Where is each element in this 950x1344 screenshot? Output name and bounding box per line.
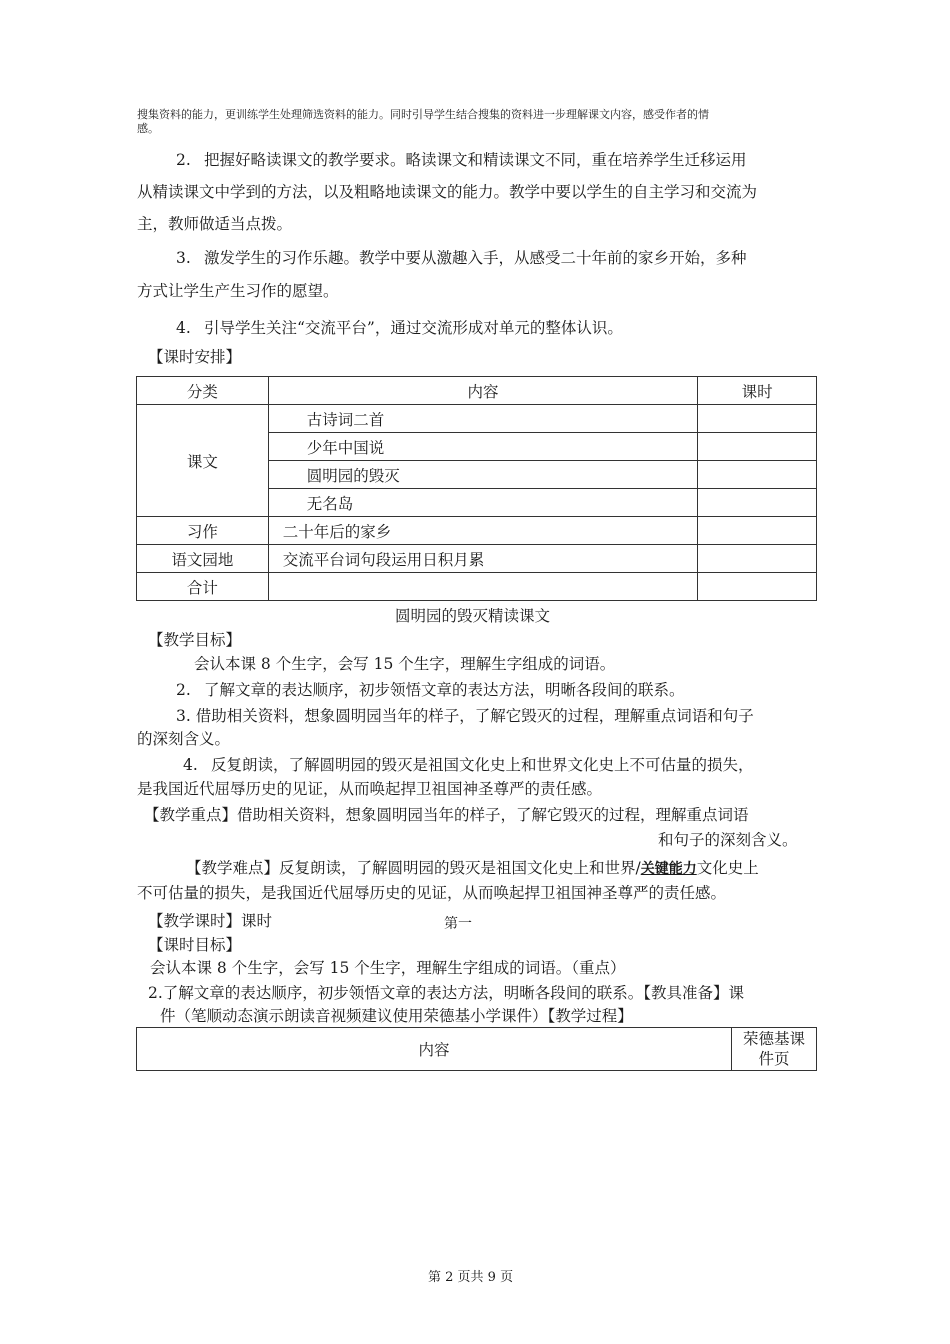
garden-content: 交流平台词句段运用日积月累	[268, 545, 697, 573]
header-content: 内容	[268, 377, 697, 405]
lesson-cell: 无名岛	[268, 489, 697, 517]
table-header-row	[137, 377, 817, 405]
period-goal-1: 会认本课 8 个生字，会写 15 个生字，理解生字组成的词语。（重点）	[150, 959, 626, 977]
requirement-4-line-1: 4. 引导学生关注“交流平台”，通过交流形成对单元的整体认识。	[176, 319, 623, 337]
process-table	[136, 1027, 817, 1071]
schedule-heading: 【课时安排】	[148, 348, 242, 366]
hours-cell	[698, 461, 817, 489]
goal-4-line-1: 4. 反复朗读，了解圆明园的毁灭是祖国文化史上和世界文化史上不可估量的损失，	[183, 756, 754, 774]
hours-cell	[698, 517, 817, 545]
requirement-2-line-3: 主，教师做适当点拨。	[137, 215, 293, 233]
header-category: 分类	[137, 377, 269, 405]
schedule-table	[136, 376, 817, 601]
key-ability-link[interactable]: 关键能力	[640, 861, 697, 877]
table-header-row	[137, 1028, 817, 1071]
period-goals-heading: 【课时目标】	[148, 936, 242, 954]
header-hours: 课时	[698, 377, 817, 405]
process-header-pages: 荣德基课 件页	[732, 1028, 817, 1071]
period-goal-2-line-1: 2.了解文章的表达顺序，初步领悟文章的表达方法，明晰各段间的联系。【教具准备】课	[148, 984, 745, 1002]
goal-1: 会认本课 8 个生字，会写 15 个生字，理解生字组成的词语。	[194, 655, 616, 673]
goal-3-line-2: 的深刻含义。	[137, 730, 231, 748]
requirement-3-line-1: 3. 激发学生的习作乐趣。教学中要从激趣入手，从感受二十年前的家乡开始，多种	[176, 249, 747, 267]
process-header-content: 内容	[137, 1028, 732, 1071]
hours-cell	[698, 489, 817, 517]
category-total: 合计	[137, 573, 269, 601]
requirement-2-line-2: 从精读课文中学到的方法，以及粗略地读课文的能力。教学中要以学生的自主学习和交流为	[137, 183, 758, 201]
category-writing: 习作	[137, 517, 269, 545]
table-row	[137, 573, 817, 601]
category-texts: 课文	[137, 405, 269, 517]
intro-line-1: 搜集资料的能力，更训练学生处理筛选资料的能力。同时引导学生结合搜集的资料进一步理解课文内容，感受作者的情	[137, 108, 709, 121]
period-goal-2-line-2: 件（笔顺动态演示朗读音视频建议使用荣德基小学课件）【教学过程】	[160, 1007, 633, 1025]
hours-label: 【教学课时】课时	[148, 912, 273, 930]
requirement-2-line-1: 2. 把握好略读课文的教学要求。略读课文和精读课文不同，重在培养学生迁移运用	[176, 151, 747, 169]
table-row	[137, 405, 817, 433]
hours-cell	[698, 573, 817, 601]
goals-heading: 【教学目标】	[148, 631, 242, 649]
writing-content: 二十年后的家乡	[268, 517, 697, 545]
goal-2: 2. 了解文章的表达顺序，初步领悟文章的表达方法，明晰各段间的联系。	[176, 681, 685, 699]
goal-3-line-1: 3. 借助相关资料，想象圆明园当年的样子，了解它毁灭的过程，理解重点词语和句子	[176, 707, 754, 725]
key-points-line-2: 和句子的深刻含义。	[658, 831, 798, 849]
period-marker: 第一	[444, 916, 472, 932]
table-row	[137, 545, 817, 573]
hours-cell	[698, 545, 817, 573]
difficulties-line-1: 【教学难点】反复朗读，了解圆明园的毁灭是祖国文化史上和世界/关键能力文化史上	[186, 859, 759, 877]
lesson-cell: 少年中国说	[268, 433, 697, 461]
hours-cell	[698, 405, 817, 433]
category-garden: 语文园地	[137, 545, 269, 573]
table-row	[137, 517, 817, 545]
intro-line-2: 感。	[137, 122, 159, 135]
requirement-3-line-2: 方式让学生产生习作的愿望。	[137, 282, 339, 300]
hours-cell	[698, 433, 817, 461]
page-number: 第 2 页共 9 页	[428, 1270, 514, 1285]
key-points-line-1: 【教学重点】借助相关资料，想象圆明园当年的样子，了解它毁灭的过程，理解重点词语	[144, 806, 749, 824]
lesson-cell: 圆明园的毁灭	[268, 461, 697, 489]
lesson-cell: 古诗词二首	[268, 405, 697, 433]
difficulties-line-2: 不可估量的损失，是我国近代屈辱历史的见证，从而唤起捍卫祖国神圣尊严的责任感。	[137, 884, 727, 902]
total-content	[268, 573, 697, 601]
lesson-title: 圆明园的毁灭精读课文	[395, 607, 551, 625]
goal-4-line-2: 是我国近代屈辱历史的见证，从而唤起捍卫祖国神圣尊严的责任感。	[137, 780, 603, 798]
